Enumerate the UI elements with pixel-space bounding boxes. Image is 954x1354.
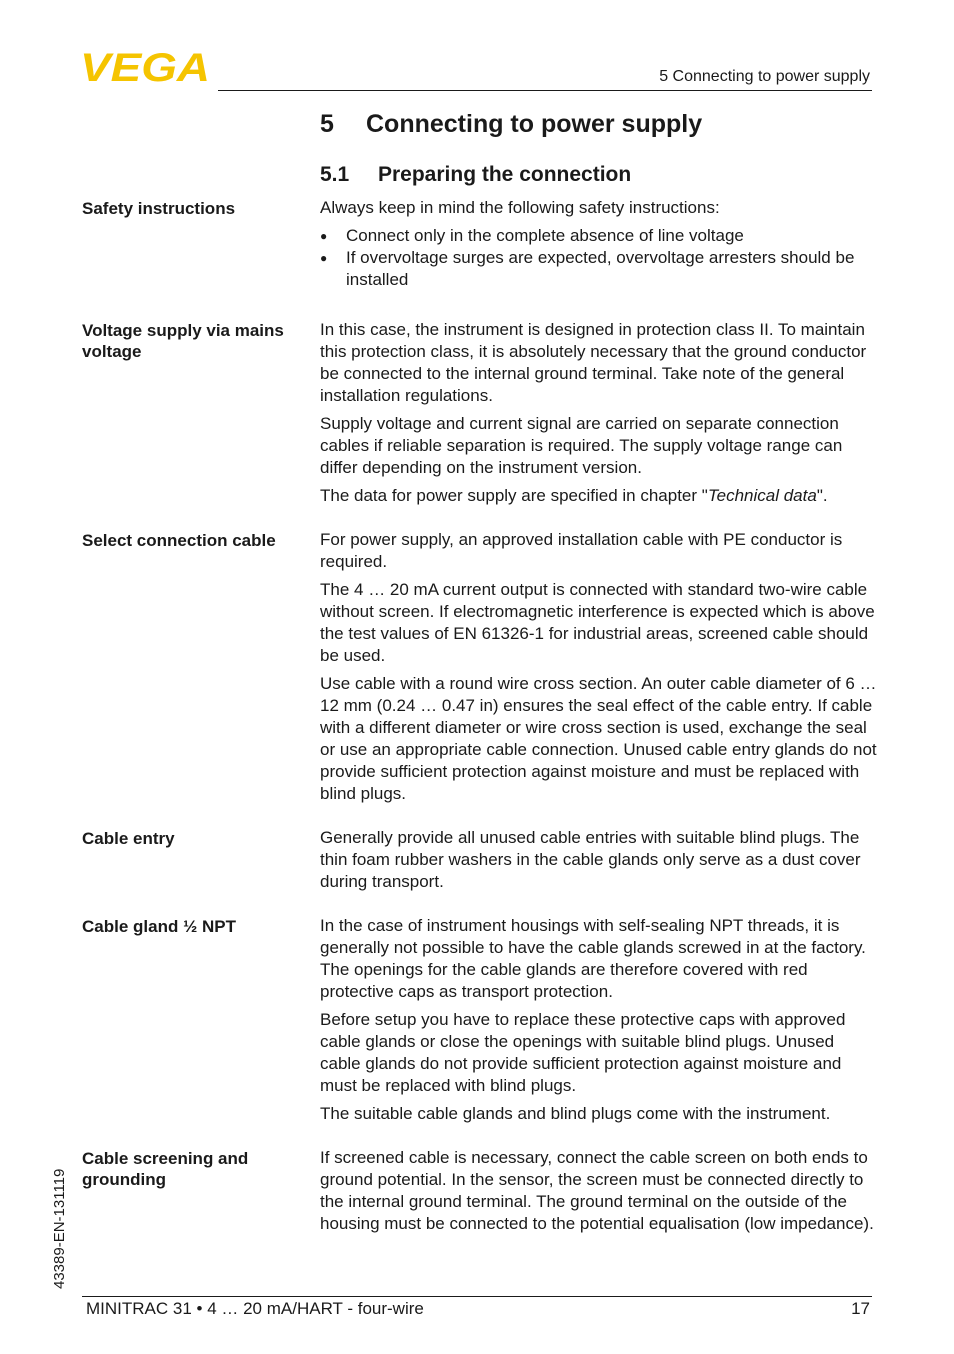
connection-cable-body (320, 529, 878, 811)
technical-data-reference (320, 485, 878, 507)
cable-gland-body (320, 915, 878, 1131)
section-title: Preparing the connection (378, 163, 632, 186)
paragraph: The suitable cable glands and blind plugs come with the instrument. (320, 1104, 831, 1123)
paragraph: The 4 … 20 mA current output is connected with standard two-wire cable without screen. If electromagnetic interference is expected which is above the test values of EN 61326-1 for industrial areas, screened cable should be used. (320, 580, 875, 665)
paragraph: For power supply, an approved installation cable with PE conductor is required. (320, 530, 843, 571)
chapter-title: Connecting to power supply (366, 110, 703, 138)
list-item: ● If overvoltage surges are expected, overvoltage arresters should be installed (320, 247, 878, 291)
voltage-supply-body (320, 319, 878, 513)
paragraph: Before setup you have to replace these protective caps with approved cable glands or close the openings with suitable blind plugs. Unused cable glands do not provide sufficient protection against moisture and must be replaced with blind plugs. (320, 1010, 846, 1095)
safety-label: Safety instructions (82, 199, 236, 218)
safety-body (320, 197, 878, 291)
reference-suffix: ". (816, 486, 828, 505)
cable-entry-label: Cable entry (82, 829, 175, 848)
cable-entry-body (320, 827, 878, 899)
paragraph: In this case, the instrument is designed in protection class II. To maintain this protection class, it is absolutely necessary that the ground conductor be connected to the internal ground terminal. Take note of the general installation regulations. (320, 320, 867, 405)
safety-list (320, 225, 878, 291)
paragraph: In the case of instrument housings with self-sealing NPT threads, it is generally not possible to have the cable glands screwed in at the factory. The openings for the cable glands are therefore covered with red protective caps as transport protection. (320, 916, 866, 1001)
voltage-supply-label: Voltage supply via mains voltage (82, 321, 284, 361)
reference-prefix: The data for power supply are specified in chapter " (320, 486, 708, 505)
document-id: 43389-EN-131119 (51, 1168, 68, 1289)
footer-divider (82, 1296, 872, 1297)
header-divider (218, 90, 872, 91)
logo-text: VEGA (80, 50, 210, 84)
cable-gland-label: Cable gland ½ NPT (82, 917, 236, 936)
chapter-number: 5 (320, 110, 334, 138)
vega-logo (80, 50, 212, 84)
paragraph: Supply voltage and current signal are carried on separate connection cables if reliable separation is required. The supply voltage range can differ depending on the instrument version. (320, 414, 843, 477)
paragraph: Generally provide all unused cable entries with suitable blind plugs. The thin foam rubber washers in the cable glands only serve as a dust cover during transport. (320, 828, 861, 891)
safety-intro: Always keep in mind the following safety instructions: (320, 198, 720, 217)
section-heading (320, 163, 631, 187)
connection-cable-label: Select connection cable (82, 531, 276, 550)
screening-body (320, 1147, 878, 1241)
list-item: ● Connect only in the complete absence of line voltage (320, 225, 878, 247)
screening-label: Cable screening and grounding (82, 1149, 249, 1189)
paragraph: Use cable with a round wire cross section. An outer cable diameter of 6 … 12 mm (0.24 … 0.47 in) ensures the seal effect of the cable entry. If cable with a different diameter or wire cross section is used, exchange the seal or use an appropriate cable connection. Unused cable entry glands do not provide sufficient protection against moisture and must be replaced with blind plugs. (320, 674, 877, 803)
section-number: 5.1 (320, 163, 350, 186)
page-number: 17 (851, 1299, 870, 1318)
reference-chapter: Technical data (707, 486, 817, 505)
footer-document-title: MINITRAC 31 • 4 … 20 mA/HART - four-wire (86, 1299, 424, 1318)
chapter-heading (320, 110, 702, 139)
paragraph: If screened cable is necessary, connect the cable screen on both ends to ground potential. In the sensor, the screen must be connected directly to the internal ground terminal. The ground terminal on the outside of the housing must be connected to the potential equalisation (low impedance). (320, 1148, 874, 1233)
running-header: 5 Connecting to power supply (659, 68, 870, 85)
